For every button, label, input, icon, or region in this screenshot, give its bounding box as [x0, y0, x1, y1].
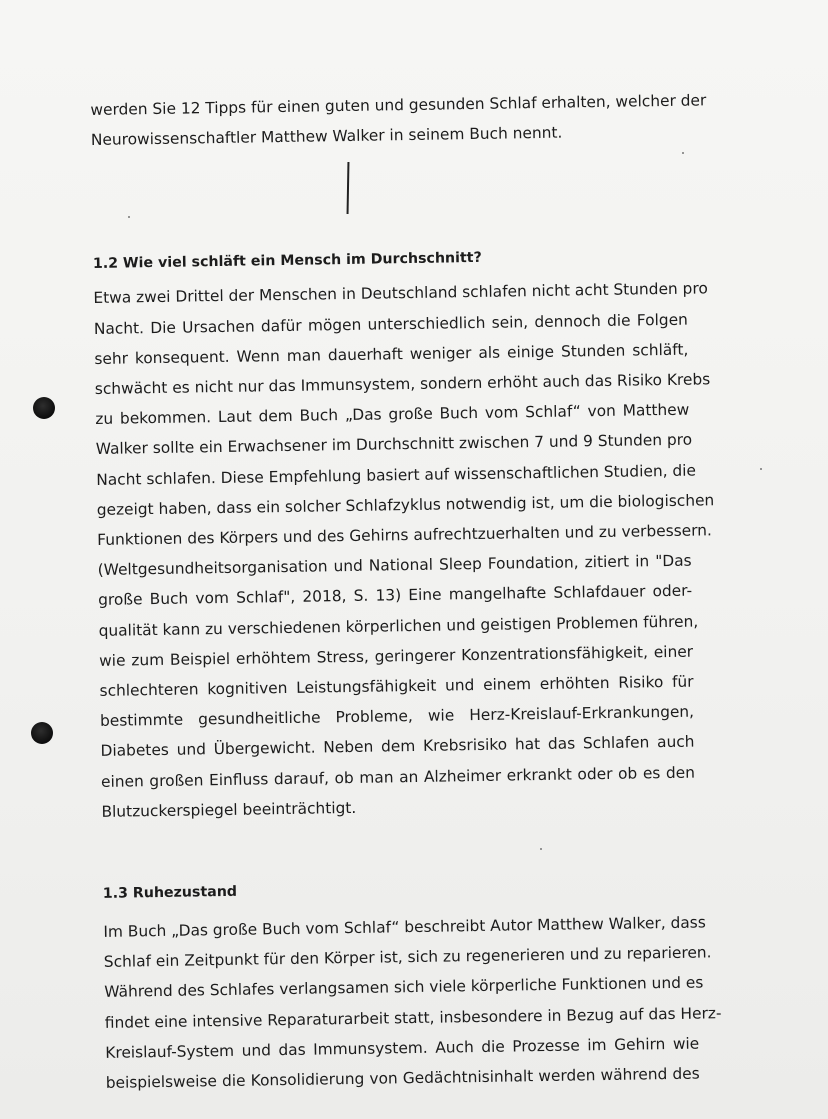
- text-line: (Weltgesundheitsorganisation und National Sleep Foundation, zitiert in "Das: [97, 551, 692, 580]
- text-line: Etwa zwei Drittel der Menschen in Deutschland schlafen nicht acht Stunden pro: [93, 279, 708, 308]
- text-line: einen großen Einfluss darauf, ob man an Alzheimer erkrankt oder ob es den: [100, 763, 696, 791]
- text-line: schlechteren kognitiven Leistungsfähigkeit und einem erhöhten Risiko für: [99, 672, 694, 700]
- section-heading-1-3: 1.3 Ruhezustand: [102, 883, 238, 902]
- text-line: sehr konsequent. Wenn man dauerhaft weniger als einige Stunden schläft,: [94, 340, 689, 368]
- text-line: schwächt es nicht nur das Immunsystem, sondern erhöht auch das Risiko Krebs: [94, 370, 711, 398]
- punch-hole-bottom: [31, 722, 53, 744]
- text-line: Diabetes und Übergewicht. Neben dem Krebsrisiko hat das Schlafen auch: [100, 733, 695, 761]
- text-line: Nacht. Die Ursachen dafür mögen unterschiedlich sein, dennoch die Folgen: [93, 310, 688, 338]
- document-body: [90, 71, 722, 1099]
- text-line: findet eine intensive Reparaturarbeit statt, insbesondere in Bezug auf das Herz-: [104, 1003, 722, 1032]
- punch-hole-top: [33, 397, 55, 419]
- text-line: Während des Schlafes verlangsamen sich viele körperliche Funktionen und es: [104, 973, 704, 1002]
- text-line: bestimmte gesundheitliche Probleme, wie Herz-Kreislauf-Erkrankungen,: [99, 702, 695, 731]
- section-heading-1-2: 1.2 Wie viel schläft ein Mensch im Durchschnitt?: [92, 250, 482, 273]
- paper-speck: [760, 468, 762, 470]
- text-line: Neurowissenschaftler Matthew Walker in seinem Buch nennt.: [90, 123, 563, 150]
- section-1-3-paragraph: [103, 908, 722, 1099]
- text-line: beispielsweise die Konsolidierung von Gedächtnisinhalt werden während des: [105, 1064, 700, 1092]
- text-line: Funktionen des Körpers und des Gehirns aufrechtzuerhalten und zu verbessern.: [97, 521, 713, 549]
- text-line: zu bekommen. Laut dem Buch „Das große Buch vom Schlaf“ von Matthew: [95, 400, 690, 429]
- section-1-2-paragraph: [93, 274, 715, 827]
- text-line: werden Sie 12 Tipps für einen guten und gesunden Schlaf erhalten, welcher der: [90, 91, 707, 119]
- text-line: große Buch vom Schlaf", 2018, S. 13) Eine mangelhafte Schlafdauer oder-: [98, 582, 693, 610]
- text-line: Nacht schlafen. Diese Empfehlung basiert auf wissenschaftlichen Studien, die: [96, 461, 697, 489]
- intro-paragraph: [90, 86, 707, 156]
- text-line: Schlaf ein Zeitpunkt für den Körper ist, sich zu regenerieren und zu reparieren.: [103, 943, 712, 972]
- text-line: Kreislauf-System und das Immunsystem. Auch die Prozesse im Gehirn wie: [105, 1034, 700, 1062]
- text-line: gezeigt haben, dass ein solcher Schlafzyklus notwendig ist, um die biologischen: [96, 491, 715, 519]
- text-line: wie zum Beispiel erhöhtem Stress, geringerer Konzentrationsfähigkeit, einer: [98, 642, 694, 670]
- text-line: Im Buch „Das große Buch vom Schlaf“ beschreibt Autor Matthew Walker, dass: [103, 913, 706, 941]
- text-line: Blutzuckerspiegel beeinträchtigt.: [101, 798, 357, 821]
- text-line: qualität kann zu verschiedenen körperlichen und geistigen Problemen führen,: [98, 612, 699, 640]
- text-line: Walker sollte ein Erwachsener im Durchschnitt zwischen 7 und 9 Stunden pro: [95, 431, 693, 459]
